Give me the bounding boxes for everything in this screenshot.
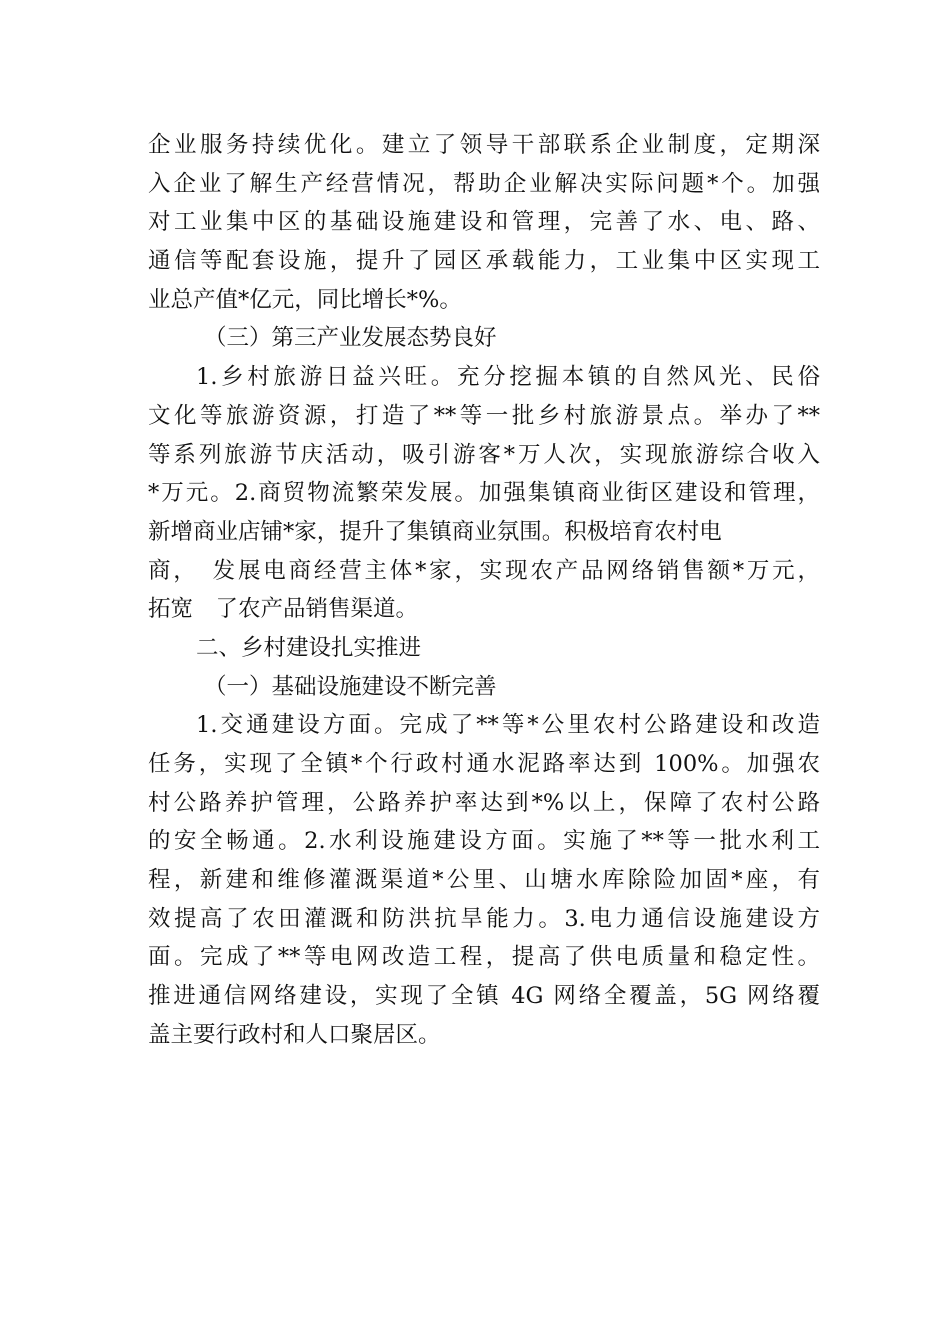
text-line: 商， 发展电商经营主体*家，实现农产品网络销售额*万元， [148,557,820,584]
text-line: 拓宽 了农产品销售渠道。 [148,596,419,623]
text-line: 1.交通建设方面。完成了**等*公里农村公路建设和改造 [196,712,820,739]
text-line: 通信等配套设施，提升了园区承载能力，工业集中区实现工 [148,248,820,275]
text-line: 文化等旅游资源，打造了**等一批乡村旅游景点。举办了** [148,402,820,429]
section-heading: （三）第三产业发展态势良好 [204,325,497,352]
section-heading: （一）基础设施建设不断完善 [204,673,497,700]
document-body [148,126,820,1055]
text-line: 面。完成了**等电网改造工程，提高了供电质量和稳定性。 [148,944,820,971]
text-line: 的安全畅通。2.水利设施建设方面。实施了**等一批水利工 [148,828,820,855]
text-line: 新增商业店铺*家，提升了集镇商业氛围。积极培育农村电 [148,518,722,545]
text-line: 业总产值*亿元，同比增长*%。 [148,286,462,313]
text-line: 入企业了解生产经营情况，帮助企业解决实际问题*个。加强 [148,170,820,197]
chapter-heading: 二、乡村建设扎实推进 [196,634,422,661]
text-line: 效提高了农田灌溉和防洪抗旱能力。3.电力通信设施建设方 [148,905,820,932]
text-line: 1.乡村旅游日益兴旺。充分挖掘本镇的自然风光、民俗 [196,364,820,391]
text-line: 企业服务持续优化。建立了领导干部联系企业制度，定期深 [148,132,820,158]
text-line: *万元。2.商贸物流繁荣发展。加强集镇商业街区建设和管理， [148,480,820,507]
text-line: 村公路养护管理，公路养护率达到*%以上，保障了农村公路 [148,789,820,816]
text-line: 盖主要行政村和人口聚居区。 [148,1021,441,1048]
text-line: 程，新建和维修灌溉渠道*公里、山塘水库除险加固*座，有 [148,867,820,894]
text-line: 对工业集中区的基础设施建设和管理，完善了水、电、路、 [148,209,820,236]
text-line: 等系列旅游节庆活动，吸引游客*万人次，实现旅游综合收入 [148,441,820,468]
text-line: 任务，实现了全镇*个行政村通水泥路率达到 100%。加强农 [148,751,820,777]
text-line: 推进通信网络建设，实现了全镇 4G 网络全覆盖，5G 网络覆 [148,983,820,1010]
